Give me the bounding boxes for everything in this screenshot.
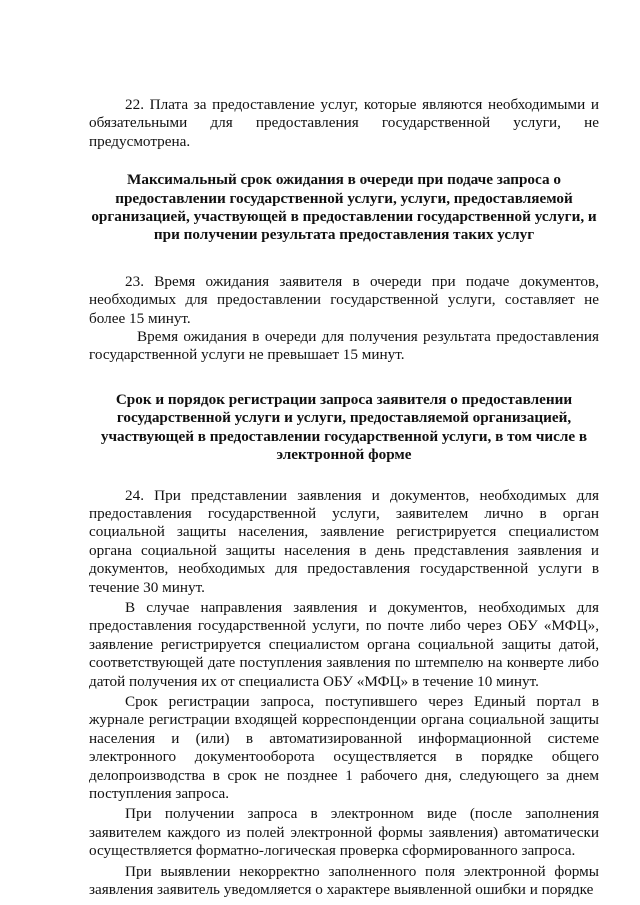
paragraph-23-2: Время ожидания в очереди для получения результата предоставления государственной услуги не превышает 15 минут. bbox=[89, 328, 599, 364]
heading-waiting-time: Максимальный срок ожидания в очереди при подаче запроса о предоставлении государственной услуги, услуги, предоставляемой организацией, участвующей в предоставлении государственной услуги, и при получении результата предоставления таких услуг bbox=[91, 171, 597, 244]
paragraph-24-5: При выявлении некорректно заполненного поля электронной формы заявления заявитель уведомляется о характере выявленной ошибки и порядке bbox=[89, 862, 599, 899]
paragraph-24-4: При получении запроса в электронном виде (после заполнения заявителем каждого из полей электронной формы заявления) автоматически осуществляется форматно-логическая проверка сформированного запроса. bbox=[89, 805, 599, 860]
paragraph-23-1: 23. Время ожидания заявителя в очереди при подаче документов, необходимых для предоставлении государственной услуги, составляет не более 15 минут. bbox=[89, 272, 599, 327]
paragraph-24-2: В случае направления заявления и документов, необходимых для предоставления государственной услуги, по почте либо через ОБУ «МФЦ», заявление регистрируется специалистом органа социальной защиты датой, соответствующей дате поступления заявления по штемпелю на конверте либо датой получения их от специалиста ОБУ «МФЦ» в течение 10 минут. bbox=[89, 598, 599, 690]
paragraph-22: 22. Плата за предоставление услуг, которые являются необходимыми и обязательными для предоставления государственной услуги, не предусмотрена. bbox=[89, 96, 599, 150]
paragraph-24-1: 24. При представлении заявления и документов, необходимых для предоставления государственной услуги, заявителем лично в орган социальной защиты населения, заявление регистрируется специалистом органа социальной защиты населения в день представления заявления и документов, необходимых для предоставления государственной услуги в течение 30 минут. bbox=[89, 486, 599, 596]
heading-registration: Срок и порядок регистрации запроса заявителя о предоставлении государственной услуги и услуги, предоставляемой организацией, участвующей в предоставлении государственной услуги, в том числе в электронной форме bbox=[100, 390, 588, 464]
paragraph-24-3: Срок регистрации запроса, поступившего через Единый портал в журнале регистрации входящей корреспонденции органа социальной защиты населения и (или) в автоматизированной информационной системе электронного документооборота осуществляется в порядке общего делопроизводства в срок не позднее 1 рабочего дня, следующего за днем поступления запроса. bbox=[89, 692, 599, 802]
document-body bbox=[89, 96, 599, 899]
